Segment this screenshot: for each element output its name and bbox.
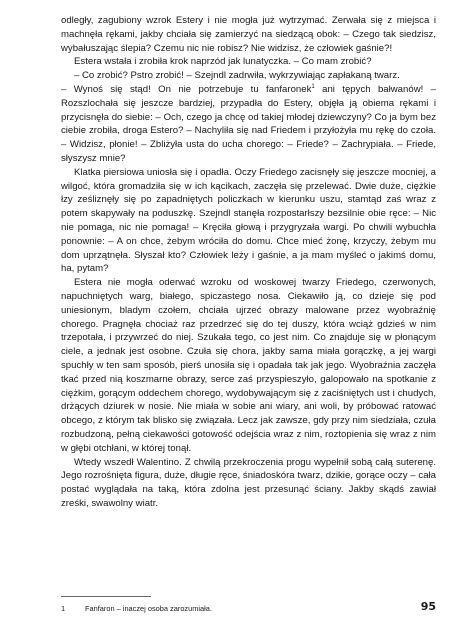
footnote-number: 1 (61, 604, 66, 613)
paragraph-1: odległy, zagubiony wzrok Estery i nie mogła już wytrzymać. Zerwała się z miejsca i machnęła rękami, jakby chciała się zamierzyć na siedzącą obok: – Czego tak siedzisz, wybałuszając ślepia? Czemu nic nie robisz? Nie widzisz, że człowiek gaśnie?! (61, 15, 436, 54)
paragraph-6: Estera nie mogła oderwać wzroku od woskowej twarzy Friedego, czerwonych, napuchniętych warg, białego, spiczastego nosa. Ciekawiło ją, co dzieje się pod uniesionym, bladym czołem, chciała ujrzeć obrazy malowane przez wyobraźnię chorego. Pragnęła chociaż raz przedrzeć się do tej duszy, która wciąż gdzieś w nim trzepotała, i przywrzeć do niej. Szukała tego, co jest nim. Co znajduje się w płonącym ciele, a jednak jest osobne. Czuła się chora, jakby sama miała gorączkę, a jej wargi spuchły w ten sam sposób, pierś unosiła się i opadała tak jak jego. Wyobraźnia zaczęła tkać przed nią koszmarne obrazy, serce zaś przyspieszyło, galopowało na spotkanie z ciężkim, gorącym oddechem chorego, wydobywającym się z zaciśniętych ust i chudych, drżących dziurek w nosie. Nie miała w sobie ani wiary, ani woli, by próbować ratować obcego, z którym tak blisko się związała. Lecz jak zawsze, gdy przy nim siedziała, czuła rozbudzoną, pełną ciekawości gotowość odejścia wraz z nim, roztopienia się wraz z nim w głębi otchłani, w której tonął. (61, 277, 436, 454)
paragraph-7: Wtedy wszedł Walentino. Z chwilą przekroczenia progu wypełnił sobą całą suterenę. Jego rozrośnięta figura, duże, długie ręce, śniadoskóra twarz, dzikie, gorące oczy – cała postać wyglądała na taką, która zdolna jest przesunąć ściany. Jakby skądś zawiał zreśki, swawolny wiatr. (61, 456, 436, 509)
paragraph-5: Klatka piersiowa uniosła się i opadła. Oczy Friedego zacisnęły się jeszcze mocniej, a wilgoć, która gromadziła się w ich kącikach, zaczęła się przelewać. Dwie duże, ciężkie łzy ześliznęły się po zapadniętych policzkach w kierunku uszu, stamtąd zaś wraz z potem skapywały na poduszkę. Szejndl stanęła rozpostarłszy bezsilnie obie ręce: – Nic nie pomaga, nic nie pomaga! – Kręciła głową i przygryzała wargi. Po chwili wybuchła ponownie: – A on chce, żebym wróciła do domu. Chce mieć żonę, krzyczy, żebym mu dom uprzątnęła. Słyszał kto? Człowiek leży i gaśnie, a ja mam myśleć o jakimś domu, ha, pytam? (61, 166, 436, 275)
paragraph-4-text-after: ani tępych bałwanów! – Rozszlochała się jeszcze bardziej, przypadła do Estery, objęła ją obiema rękami i przycisnęła do siebie: – Och, czego ja chcę od takiej młodej dziewczyny? Co ja bym bez ciebie zrobiła, droga Estero? – Nachyliła się nad Friedem i przyłożyła mu rękę do czoła. – Widzisz, płonie! – Zbliżyła usta do ucha chorego: – Friede? – Zachrypiała. – Friede, słyszysz mnie? (61, 83, 436, 164)
paragraph-3: – Co zrobić? Pstro zrobić! – Szejndl zadrwiła, wykrzywiając zapłakaną twarz. (74, 70, 400, 82)
paragraph-4-text-before: – Wynoś się stąd! On nie potrzebuje tu fanfaronek (61, 83, 312, 95)
page-number: 95 (420, 600, 436, 613)
footnote (61, 604, 391, 614)
paragraph-2: Estera wstała i zrobiła krok naprzód jak lunatyczka. – Co mam zrobić? (74, 56, 372, 68)
body-text (61, 14, 436, 511)
footnote-reference: 1 (311, 83, 315, 90)
footnote-text: Fanfaron – inaczej osoba zarozumiała. (85, 604, 212, 613)
footnote-divider (61, 596, 151, 597)
paragraph-4 (61, 83, 436, 166)
